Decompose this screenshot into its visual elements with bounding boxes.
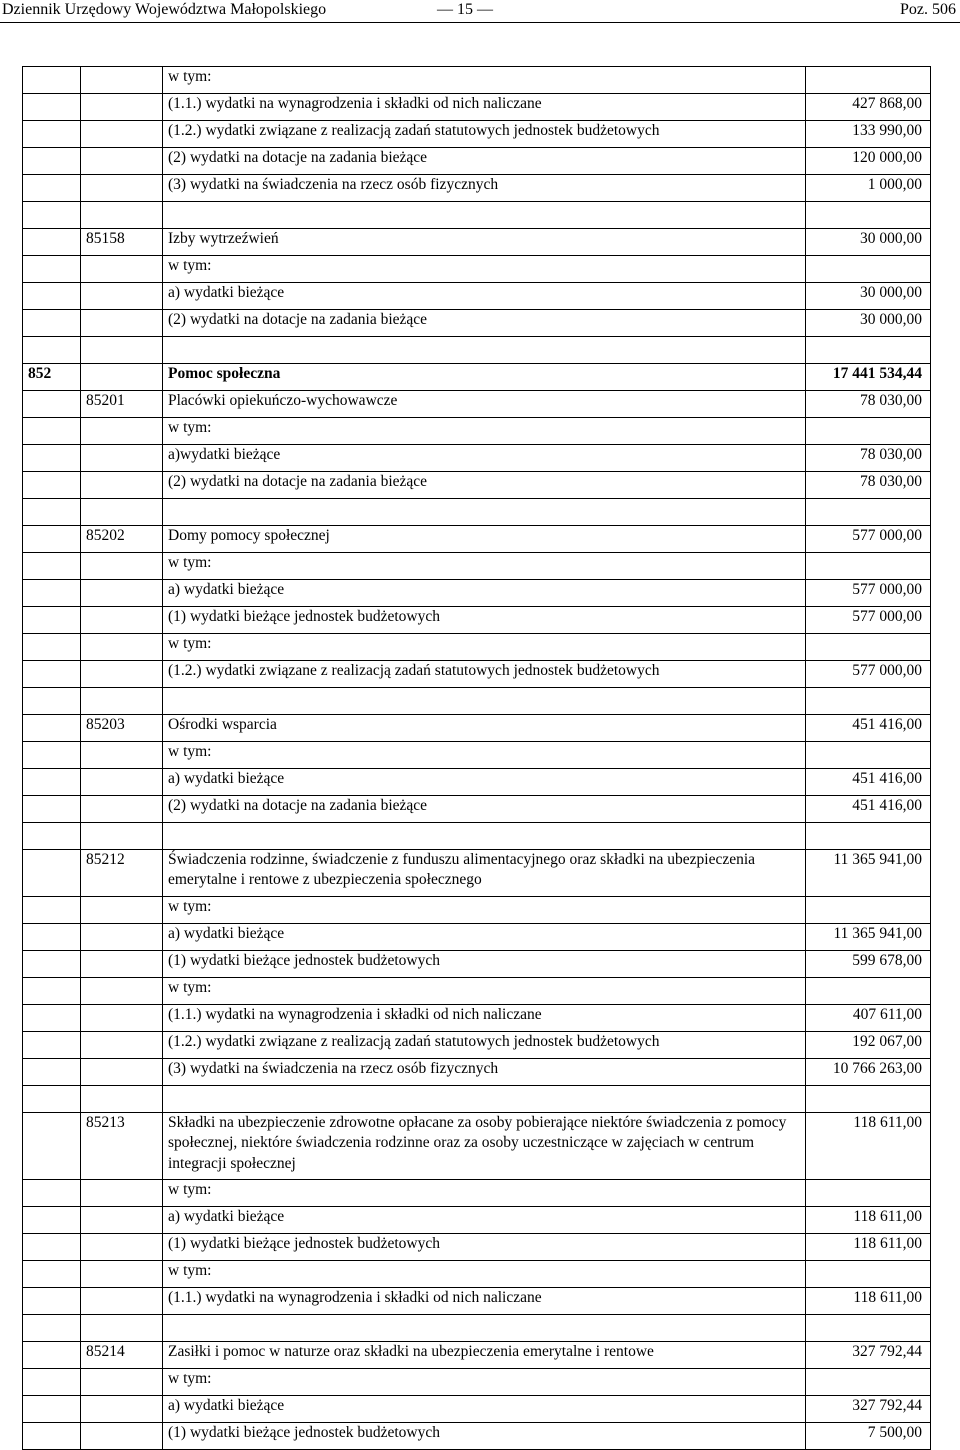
amount-cell: 30 000,00 [806,283,931,310]
section-cell [23,796,81,823]
chapter-cell [81,121,163,148]
chapter-cell [81,256,163,283]
table-row [23,364,931,391]
section-cell [23,978,81,1005]
table-row [23,823,931,850]
chapter-cell [81,310,163,337]
table-row [23,1086,931,1113]
table-row [23,526,931,553]
section-cell [23,229,81,256]
chapter-cell [81,1086,163,1113]
chapter-cell [81,769,163,796]
section-cell [23,1288,81,1315]
table-row [23,256,931,283]
chapter-cell [81,94,163,121]
section-cell [23,897,81,924]
table-row [23,607,931,634]
chapter-cell [81,553,163,580]
chapter-cell [81,472,163,499]
section-cell [23,1315,81,1342]
section-cell [23,823,81,850]
description-cell: Świadczenia rodzinne, świadczenie z funduszu alimentacyjnego oraz składki na ubezpieczenia emerytalne i rentowe z ubezpieczenia społecznego [163,850,806,897]
chapter-cell [81,337,163,364]
description-cell: Składki na ubezpieczenie zdrowotne opłacane za osoby pobierające niektóre świadczenia z pomocy społecznej, niektóre świadczenia rodzinne oraz za osoby uczestniczące w zajęciach w centrum integracji społecznej [163,1113,806,1180]
amount-cell: 30 000,00 [806,310,931,337]
table-row [23,202,931,229]
amount-cell: 327 792,44 [806,1342,931,1369]
table-row [23,1032,931,1059]
amount-cell: 10 766 263,00 [806,1059,931,1086]
amount-cell [806,1261,931,1288]
section-cell [23,1059,81,1086]
chapter-cell [81,499,163,526]
chapter-cell [81,661,163,688]
section-cell [23,1423,81,1450]
table-row [23,897,931,924]
table-row [23,1315,931,1342]
section-cell [23,1180,81,1207]
section-cell [23,1032,81,1059]
chapter-cell [81,951,163,978]
section-cell [23,1396,81,1423]
amount-cell [806,688,931,715]
description-cell: a) wydatki bieżące [163,1207,806,1234]
section-cell [23,499,81,526]
description-cell [163,688,806,715]
description-cell: a)wydatki bieżące [163,445,806,472]
section-cell [23,580,81,607]
chapter-cell [81,283,163,310]
amount-cell [806,1369,931,1396]
description-cell: a) wydatki bieżące [163,924,806,951]
table-row [23,310,931,337]
chapter-cell [81,823,163,850]
chapter-cell [81,978,163,1005]
table-row [23,1261,931,1288]
amount-cell: 451 416,00 [806,715,931,742]
description-cell: (2) wydatki na dotacje na zadania bieżące [163,796,806,823]
description-cell: Domy pomocy społecznej [163,526,806,553]
description-cell: (1.1.) wydatki na wynagrodzenia i składki od nich naliczane [163,94,806,121]
amount-cell [806,1180,931,1207]
description-cell: (3) wydatki na świadczenia na rzecz osób fizycznych [163,1059,806,1086]
description-cell [163,1315,806,1342]
amount-cell: 120 000,00 [806,148,931,175]
chapter-cell [81,688,163,715]
chapter-cell [81,1005,163,1032]
section-cell: 852 [23,364,81,391]
chapter-cell [81,742,163,769]
description-cell: w tym: [163,742,806,769]
chapter-cell: 85213 [81,1113,163,1180]
section-cell [23,951,81,978]
amount-cell [806,499,931,526]
section-cell [23,1086,81,1113]
header-rule [0,22,960,23]
description-cell: a) wydatki bieżące [163,580,806,607]
amount-cell [806,1086,931,1113]
description-cell: a) wydatki bieżące [163,283,806,310]
description-cell: (2) wydatki na dotacje na zadania bieżące [163,472,806,499]
amount-cell: 192 067,00 [806,1032,931,1059]
chapter-cell [81,1288,163,1315]
table-row [23,580,931,607]
section-cell [23,1113,81,1180]
section-cell [23,202,81,229]
description-cell: Zasiłki i pomoc w naturze oraz składki na ubezpieczenia emerytalne i rentowe [163,1342,806,1369]
description-cell: (1.2.) wydatki związane z realizacją zadań statutowych jednostek budżetowych [163,1032,806,1059]
chapter-cell: 85212 [81,850,163,897]
table-row [23,283,931,310]
amount-cell [806,553,931,580]
section-cell [23,850,81,897]
description-cell [163,202,806,229]
table-row [23,67,931,94]
table-row [23,499,931,526]
chapter-cell [81,364,163,391]
chapter-cell [81,634,163,661]
section-cell [23,121,81,148]
chapter-cell [81,1234,163,1261]
description-cell: a) wydatki bieżące [163,1396,806,1423]
table-row [23,1234,931,1261]
table-row [23,978,931,1005]
chapter-cell [81,1369,163,1396]
table-row [23,391,931,418]
description-cell: w tym: [163,1261,806,1288]
chapter-cell [81,1396,163,1423]
amount-cell: 78 030,00 [806,472,931,499]
description-cell: w tym: [163,1180,806,1207]
description-cell: (1.2.) wydatki związane z realizacją zadań statutowych jednostek budżetowych [163,661,806,688]
table-row [23,796,931,823]
section-cell [23,526,81,553]
amount-cell: 17 441 534,44 [806,364,931,391]
chapter-cell: 85202 [81,526,163,553]
table-row [23,924,931,951]
description-cell: w tym: [163,634,806,661]
amount-cell: 30 000,00 [806,229,931,256]
chapter-cell: 85201 [81,391,163,418]
table-row [23,148,931,175]
table-row [23,769,931,796]
amount-cell [806,823,931,850]
budget-table [22,66,931,1450]
description-cell [163,499,806,526]
amount-cell: 427 868,00 [806,94,931,121]
table-row [23,1369,931,1396]
section-cell [23,607,81,634]
section-cell [23,1005,81,1032]
description-cell: (3) wydatki na świadczenia na rzecz osób fizycznych [163,175,806,202]
amount-cell: 599 678,00 [806,951,931,978]
amount-cell [806,742,931,769]
amount-cell: 407 611,00 [806,1005,931,1032]
table-row [23,229,931,256]
chapter-cell [81,67,163,94]
amount-cell: 11 365 941,00 [806,850,931,897]
section-cell [23,1369,81,1396]
amount-cell [806,202,931,229]
chapter-cell [81,445,163,472]
journal-title: Dziennik Urzędowy Województwa Małopolskiego [2,1,327,18]
section-cell [23,418,81,445]
amount-cell: 133 990,00 [806,121,931,148]
description-cell: (1) wydatki bieżące jednostek budżetowych [163,951,806,978]
table-row [23,445,931,472]
table-row [23,742,931,769]
description-cell: (2) wydatki na dotacje na zadania bieżące [163,310,806,337]
chapter-cell [81,580,163,607]
description-cell: w tym: [163,978,806,1005]
description-cell: (1) wydatki bieżące jednostek budżetowych [163,607,806,634]
section-cell [23,337,81,364]
description-cell: (1) wydatki bieżące jednostek budżetowych [163,1234,806,1261]
table-row [23,1005,931,1032]
amount-cell [806,256,931,283]
section-cell [23,1234,81,1261]
amount-cell [806,897,931,924]
table-row [23,1342,931,1369]
table-row [23,1059,931,1086]
table-row [23,1423,931,1450]
description-cell: w tym: [163,256,806,283]
description-cell: a) wydatki bieżące [163,769,806,796]
amount-cell: 118 611,00 [806,1207,931,1234]
amount-cell: 78 030,00 [806,391,931,418]
chapter-cell: 85214 [81,1342,163,1369]
description-cell: w tym: [163,418,806,445]
section-cell [23,661,81,688]
description-cell: w tym: [163,553,806,580]
chapter-cell: 85158 [81,229,163,256]
section-cell [23,472,81,499]
amount-cell: 577 000,00 [806,526,931,553]
table-row [23,688,931,715]
description-cell [163,1086,806,1113]
table-row [23,715,931,742]
amount-cell [806,67,931,94]
section-cell [23,742,81,769]
amount-cell: 577 000,00 [806,580,931,607]
chapter-cell [81,924,163,951]
section-cell [23,310,81,337]
page-number: — 15 — [437,1,493,18]
table-row [23,661,931,688]
table-row [23,121,931,148]
amount-cell [806,634,931,661]
chapter-cell [81,418,163,445]
table-row [23,850,931,897]
table-row [23,1180,931,1207]
table-row [23,418,931,445]
section-cell [23,256,81,283]
amount-cell [806,978,931,1005]
description-cell [163,337,806,364]
table-row [23,472,931,499]
amount-cell: 327 792,44 [806,1396,931,1423]
description-cell: Pomoc społeczna [163,364,806,391]
amount-cell: 11 365 941,00 [806,924,931,951]
table-row [23,337,931,364]
section-cell [23,924,81,951]
section-cell [23,634,81,661]
table-row [23,553,931,580]
amount-cell [806,1315,931,1342]
table-row [23,94,931,121]
section-cell [23,148,81,175]
section-cell [23,1261,81,1288]
chapter-cell: 85203 [81,715,163,742]
description-cell: w tym: [163,67,806,94]
section-cell [23,445,81,472]
chapter-cell [81,897,163,924]
amount-cell: 577 000,00 [806,607,931,634]
amount-cell: 451 416,00 [806,796,931,823]
description-cell: Placówki opiekuńczo-wychowawcze [163,391,806,418]
amount-cell: 118 611,00 [806,1288,931,1315]
description-cell: w tym: [163,1369,806,1396]
description-cell: (1.1.) wydatki na wynagrodzenia i składki od nich naliczane [163,1005,806,1032]
section-cell [23,769,81,796]
section-cell [23,1207,81,1234]
position-number: Poz. 506 [900,1,956,18]
amount-cell: 118 611,00 [806,1113,931,1180]
section-cell [23,1342,81,1369]
section-cell [23,283,81,310]
chapter-cell [81,1180,163,1207]
description-cell: (2) wydatki na dotacje na zadania bieżące [163,148,806,175]
chapter-cell [81,1261,163,1288]
table-row [23,175,931,202]
chapter-cell [81,796,163,823]
page-header [0,0,960,22]
section-cell [23,688,81,715]
chapter-cell [81,607,163,634]
chapter-cell [81,1059,163,1086]
amount-cell [806,337,931,364]
section-cell [23,553,81,580]
description-cell: w tym: [163,897,806,924]
description-cell [163,823,806,850]
table-row [23,1396,931,1423]
section-cell [23,67,81,94]
chapter-cell [81,202,163,229]
section-cell [23,391,81,418]
description-cell: Ośrodki wsparcia [163,715,806,742]
amount-cell: 451 416,00 [806,769,931,796]
amount-cell: 577 000,00 [806,661,931,688]
section-cell [23,175,81,202]
chapter-cell [81,1032,163,1059]
section-cell [23,94,81,121]
description-cell: (1.2.) wydatki związane z realizacją zadań statutowych jednostek budżetowych [163,121,806,148]
chapter-cell [81,1315,163,1342]
table-row [23,1288,931,1315]
budget-table-body [23,67,931,1450]
description-cell: Izby wytrzeźwień [163,229,806,256]
description-cell: (1) wydatki bieżące jednostek budżetowych [163,1423,806,1450]
amount-cell: 78 030,00 [806,445,931,472]
table-row [23,1113,931,1180]
chapter-cell [81,148,163,175]
chapter-cell [81,175,163,202]
chapter-cell [81,1423,163,1450]
table-row [23,634,931,661]
amount-cell: 7 500,00 [806,1423,931,1450]
table-row [23,951,931,978]
description-cell: (1.1.) wydatki na wynagrodzenia i składki od nich naliczane [163,1288,806,1315]
amount-cell: 118 611,00 [806,1234,931,1261]
amount-cell: 1 000,00 [806,175,931,202]
table-row [23,1207,931,1234]
amount-cell [806,418,931,445]
section-cell [23,715,81,742]
chapter-cell [81,1207,163,1234]
